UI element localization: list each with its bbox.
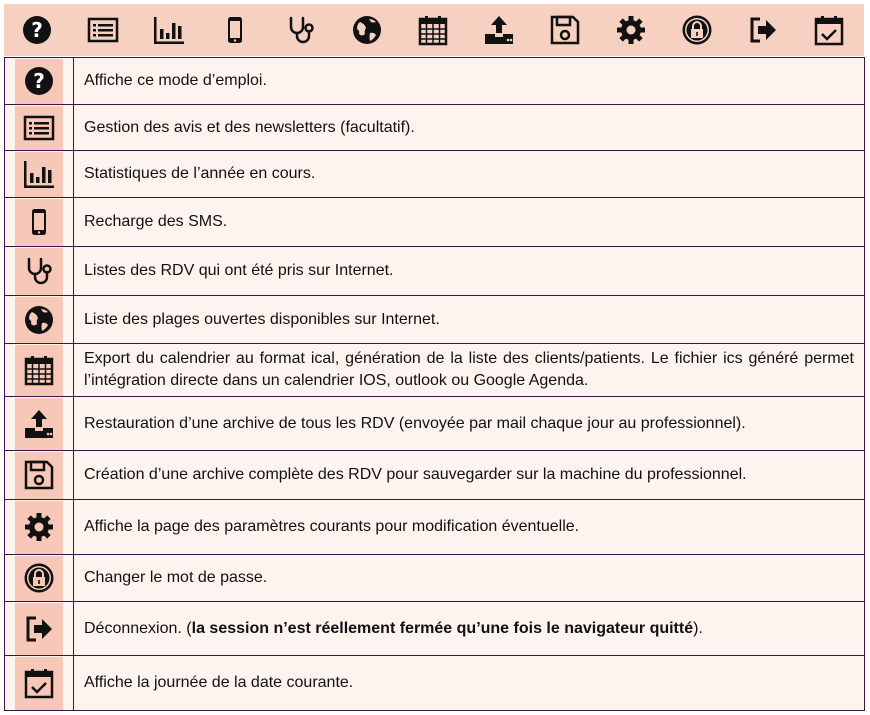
help-icon [15,59,63,104]
upload-icon [15,398,63,450]
row-description: Export du calendrier au format ical, génération de la liste des clients/patients. Le fichier ics généré permet l’intégration directe dans un calendrier IOS, outlook ou Google Agenda. [74,344,865,397]
calendar-icon[interactable] [400,4,466,56]
table-row [5,105,865,151]
bar-chart-icon [15,152,63,197]
row-description: Statistiques de l’année en cours. [74,151,865,198]
floppy-disk-icon[interactable] [532,4,598,56]
upload-icon[interactable] [466,4,532,56]
table-row [5,151,865,198]
row-description: Affiche la page des paramètres courants pour modification éventuelle. [74,500,865,555]
gear-icon[interactable] [598,4,664,56]
calendar-check-icon[interactable] [796,4,862,56]
row-description: Listes des RDV qui ont été pris sur Internet. [74,247,865,296]
floppy-disk-icon [15,452,63,499]
bold-note: la session n’est réellement fermée qu’une fois le navigateur quitté [191,619,694,637]
row-description: Affiche la journée de la date courante. [74,656,865,711]
table-row [5,397,865,451]
logout-icon[interactable] [730,4,796,56]
mobile-icon [15,199,63,246]
lock-icon [15,556,63,601]
table-row [5,344,865,397]
row-description: Changer le mot de passe. [74,555,865,602]
table-row [5,296,865,344]
globe-icon[interactable] [334,4,400,56]
table-row [5,555,865,602]
row-description: Restauration d’une archive de tous les RDV (envoyée par mail chaque jour au professionnel). [74,397,865,451]
row-description: Liste des plages ouvertes disponibles sur Internet. [74,296,865,344]
gear-icon [15,501,63,554]
help-icon[interactable] [4,4,70,56]
table-row [5,451,865,500]
table-row [5,500,865,555]
row-description: Affiche ce mode d’emploi. [74,58,865,105]
row-description: Déconnexion. (la session n’est réellement fermée qu’une fois le navigateur quitté). [74,602,865,656]
mobile-icon[interactable] [202,4,268,56]
table-row [5,602,865,656]
table-row [5,198,865,247]
calendar-icon [15,345,63,396]
logout-icon [15,603,63,655]
row-description: Recharge des SMS. [74,198,865,247]
list-icon [15,106,63,150]
calendar-check-icon [15,657,63,710]
svg-text:?: ? [33,69,45,93]
table-row [5,656,865,711]
svg-text:?: ? [31,18,43,42]
bar-chart-icon[interactable] [136,4,202,56]
toolbar [4,4,864,56]
table-row [5,247,865,296]
stethoscope-icon[interactable] [268,4,334,56]
lock-icon[interactable] [664,4,730,56]
legend-table [4,57,865,711]
table-row [5,58,865,105]
row-description: Création d’une archive complète des RDV pour sauvegarder sur la machine du professionnel. [74,451,865,500]
list-icon[interactable] [70,4,136,56]
row-description: Gestion des avis et des newsletters (facultatif). [74,105,865,151]
globe-icon [15,297,63,343]
stethoscope-icon [15,248,63,295]
